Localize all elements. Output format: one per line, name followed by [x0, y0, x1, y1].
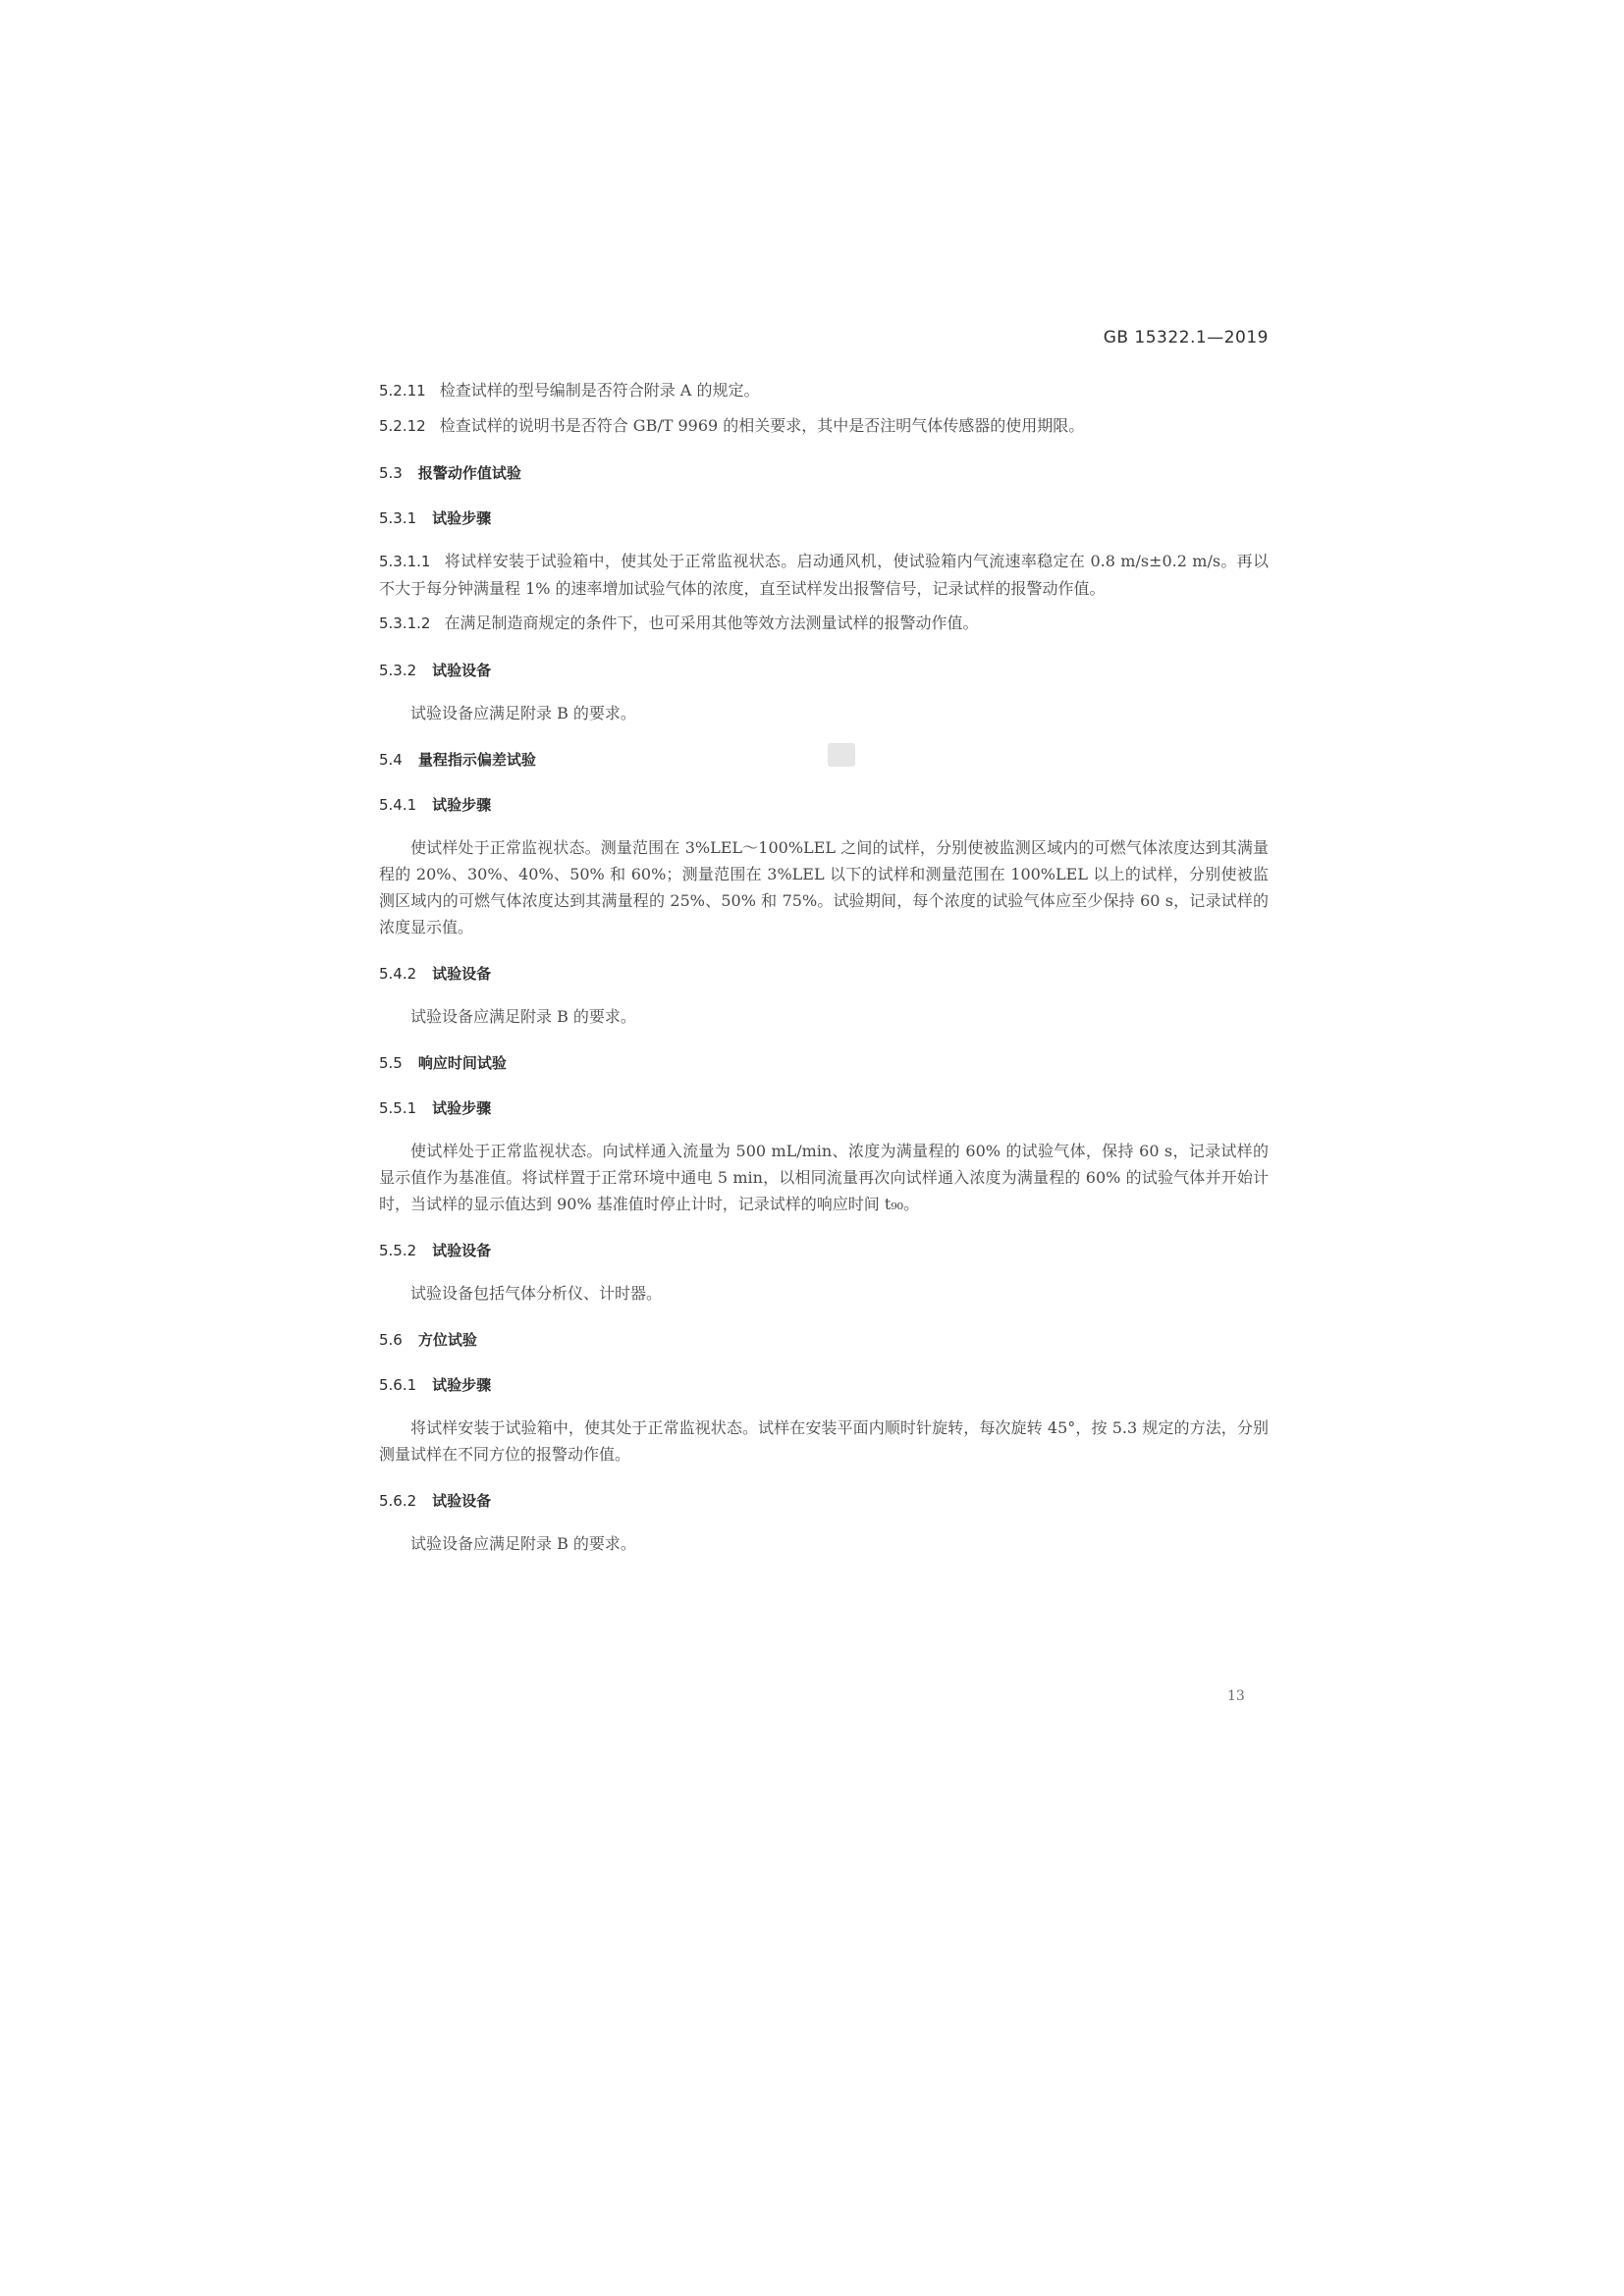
paragraph-5-4-1: 使试样处于正常监视状态。测量范围在 3%LEL～100%LEL 之间的试样，分别使被监测区域内的可燃气体浓度达到其满量程的 20%、30%、40%、50% 和 60%；测量范围在 3%LEL 以下的试样和测量范围在 100%LEL 以上的试样，分别使被监测区域内的可燃气体浓度达到其满量程的 25%、50% 和 75%。试验期间，每个浓度的试验气体应至少保持 60 s，记录试样的浓度显示值。	[379, 838, 1269, 936]
section-heading-5-6	[379, 1328, 1269, 1352]
heading-text: 量程指示偏差试验	[417, 751, 536, 769]
paragraph-5-4-2: 试验设备应满足附录 B 的要求。	[410, 1007, 636, 1026]
heading-text: 报警动作值试验	[417, 464, 521, 482]
page-number: 13	[1227, 1688, 1245, 1704]
heading-text: 试验设备	[432, 662, 492, 679]
heading-text: 方位试验	[417, 1331, 477, 1349]
paragraph-5-6-2: 试验设备应满足附录 B 的要求。	[410, 1534, 636, 1553]
heading-number: 5.4.2	[379, 965, 417, 983]
clause-5-2-12	[379, 412, 1269, 440]
paragraph-5-6-1: 将试样安装于试验箱中，使其处于正常监视状态。试样在安装平面内顺时针旋转，每次旋转 45°，按 5.3 规定的方法，分别测量试样在不同方位的报警动作值。	[379, 1418, 1269, 1464]
section-heading-5-4	[379, 748, 1269, 772]
heading-text: 试验步骤	[432, 1099, 492, 1117]
heading-number: 5.3	[379, 464, 403, 482]
section-heading-5-4-2	[379, 962, 1269, 986]
heading-text: 试验步骤	[432, 1376, 492, 1394]
clause-5-3-1-2	[379, 610, 1269, 637]
section-heading-5-3-2	[379, 659, 1269, 682]
heading-text: 试验设备	[432, 965, 492, 983]
section-heading-5-5-2	[379, 1239, 1269, 1262]
section-heading-5-4-1	[379, 793, 1269, 817]
heading-number: 5.6.2	[379, 1492, 417, 1510]
clause-text: 在满足制造商规定的条件下，也可采用其他等效方法测量试样的报警动作值。	[444, 614, 979, 632]
heading-text: 试验设备	[432, 1492, 492, 1510]
clause-number: 5.2.12	[379, 417, 426, 435]
section-heading-5-3-1	[379, 507, 1269, 530]
heading-number: 5.5.2	[379, 1242, 417, 1259]
clause-number: 5.2.11	[379, 382, 426, 400]
clause-number: 5.3.1.1	[379, 553, 431, 570]
heading-number: 5.5	[379, 1054, 403, 1072]
clause-text: 检查试样的说明书是否符合 GB/T 9969 的相关要求，其中是否注明气体传感器的使用期限。	[439, 416, 1085, 435]
scan-artifact	[828, 743, 855, 767]
heading-number: 5.6	[379, 1331, 403, 1349]
clause-text: 检查试样的型号编制是否符合附录 A 的规定。	[439, 381, 760, 400]
section-heading-5-5-1	[379, 1096, 1269, 1120]
heading-number: 5.3.1	[379, 509, 417, 527]
heading-text: 试验设备	[432, 1242, 492, 1259]
paragraph-5-3-2: 试验设备应满足附录 B 的要求。	[410, 704, 636, 722]
heading-number: 5.5.1	[379, 1099, 417, 1117]
paragraph-5-5-1: 使试样处于正常监视状态。向试样通入流量为 500 mL/min、浓度为满量程的 60% 的试验气体，保持 60 s，记录试样的显示值作为基准值。将试样置于正常环境中通电 5 min，以相同流量再次向试样通入浓度为满量程的 60% 的试验气体并开始计时，当试样的显示值达到 90% 基准值时停止计时，记录试样的响应时间 t₉₀。	[379, 1142, 1269, 1213]
heading-text: 试验步骤	[432, 796, 492, 814]
section-heading-5-6-2	[379, 1489, 1269, 1513]
heading-text: 响应时间试验	[417, 1054, 507, 1072]
section-heading-5-5	[379, 1051, 1269, 1075]
section-heading-5-6-1	[379, 1373, 1269, 1397]
heading-text: 试验步骤	[432, 509, 492, 527]
heading-number: 5.3.2	[379, 662, 417, 679]
clause-number: 5.3.1.2	[379, 614, 431, 632]
clause-5-3-1-1	[379, 548, 1269, 602]
section-heading-5-3	[379, 461, 1269, 485]
paragraph-5-5-2: 试验设备包括气体分析仪、计时器。	[410, 1284, 663, 1303]
clause-text: 将试样安装于试验箱中，使其处于正常监视状态。启动通风机，使试验箱内气流速率稳定在 0.8 m/s±0.2 m/s。再以不大于每分钟满量程 1% 的速率增加试验气体的浓度，直至试样发出报警信号，记录试样的报警动作值。	[379, 552, 1269, 598]
document-body	[379, 377, 1269, 1565]
heading-number: 5.4	[379, 751, 403, 769]
standard-number-header: GB 15322.1—2019	[1103, 328, 1269, 347]
heading-number: 5.6.1	[379, 1376, 417, 1394]
heading-number: 5.4.1	[379, 796, 417, 814]
clause-5-2-11	[379, 377, 1269, 404]
